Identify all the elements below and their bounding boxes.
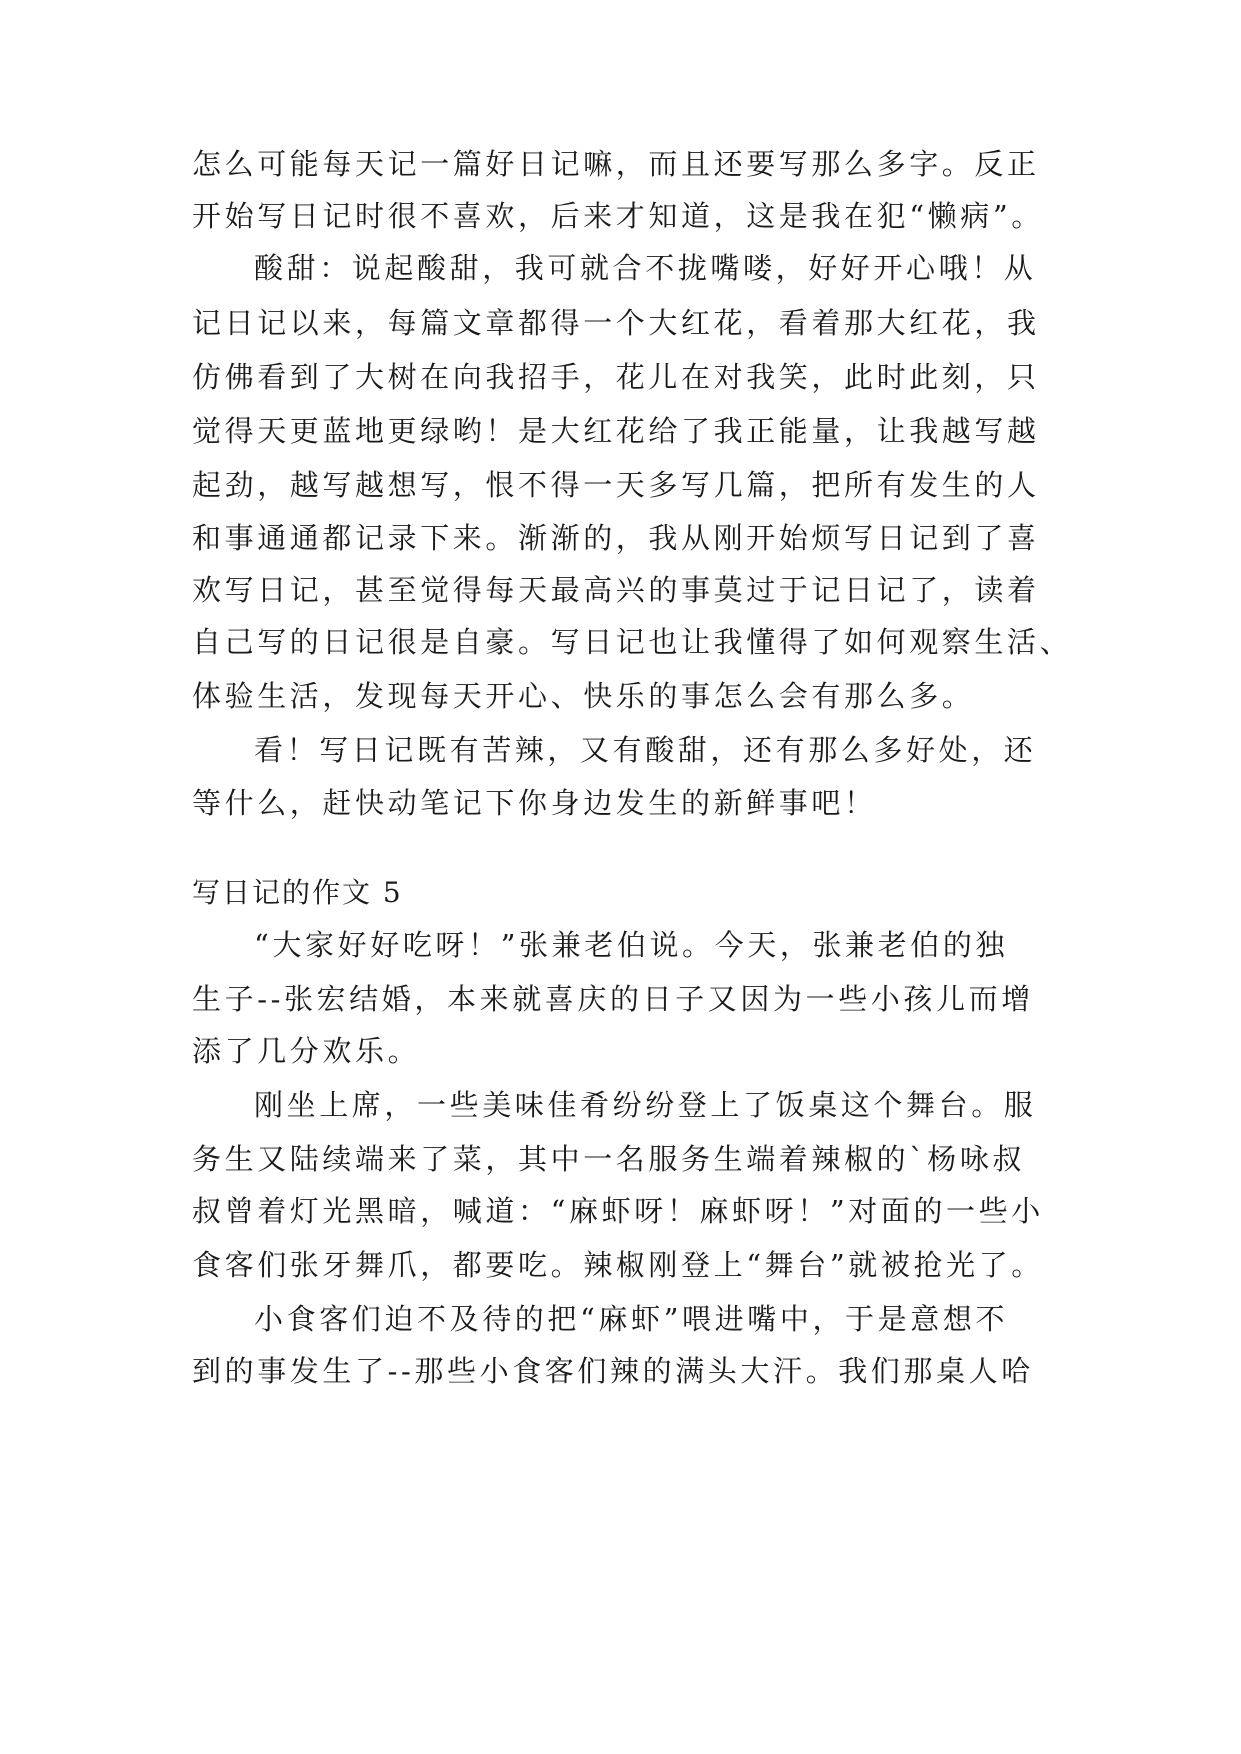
text-line: 到的事发生了--那些小食客们辣的满头大汗。我们那桌人哈: [192, 1354, 1034, 1388]
text-line: 和事通通都记录下来。渐渐的，我从刚开始烦写日记到了喜: [192, 521, 1040, 555]
text-line: 怎么可能每天记一篇好日记嘛，而且还要写那么多字。反正: [192, 147, 1040, 181]
text-line: 小食客们迫不及待的把“麻虾”喂进嘴中，于是意想不: [254, 1302, 1009, 1336]
section-heading: 写日记的作文 5: [192, 876, 403, 909]
text-line: 食客们张牙舞爪，都要吃。辣椒刚登上“舞台”就被抢光了。: [192, 1248, 1044, 1282]
text-line: 仿佛看到了大树在向我招手，花儿在对我笑，此时此刻，只: [192, 360, 1040, 394]
text-line: 记日记以来，每篇文章都得一个大红花，看着那大红花，我: [192, 306, 1040, 340]
text-line: 务生又陆续端来了菜，其中一名服务生端着辣椒的`杨咏叔: [192, 1142, 1026, 1176]
text-line: 自己写的日记很是自豪。写日记也让我懂得了如何观察生活、: [192, 625, 1073, 659]
text-line: 起劲，越写越想写，恨不得一天多写几篇，把所有发生的人: [192, 468, 1040, 502]
text-line: 生子--张宏结婚，本来就喜庆的日子又因为一些小孩儿而增: [192, 982, 1034, 1016]
text-line: 觉得天更蓝地更绿哟！是大红花给了我正能量，让我越写越: [192, 414, 1040, 448]
text-line: 等什么，赶快动笔记下你身边发生的新鲜事吧！: [192, 786, 877, 820]
text-line: 刚坐上席，一些美味佳肴纷纷登上了饭桌这个舞台。服: [254, 1088, 1037, 1122]
text-line: 添了几分欢乐。: [192, 1034, 421, 1068]
text-line: 开始写日记时很不喜欢，后来才知道，这是我在犯“懒病”。: [192, 199, 1044, 233]
text-line: 看！写日记既有苦辣，又有酸甜，还有那么多好处，还: [254, 733, 1037, 767]
text-line: 欢写日记，甚至觉得每天最高兴的事莫过于记日记了，读着: [192, 573, 1040, 607]
text-line: “大家好好吃呀！”张兼老伯说。今天，张兼老伯的独: [254, 928, 1009, 962]
text-line: 体验生活，发现每天开心、快乐的事怎么会有那么多。: [192, 679, 975, 713]
text-line: 酸甜：说起酸甜，我可就合不拢嘴喽，好好开心哦！从: [254, 251, 1037, 285]
text-line: 叔曾着灯光黑暗，喊道：“麻虾呀！麻虾呀！”对面的一些小: [192, 1194, 1044, 1228]
